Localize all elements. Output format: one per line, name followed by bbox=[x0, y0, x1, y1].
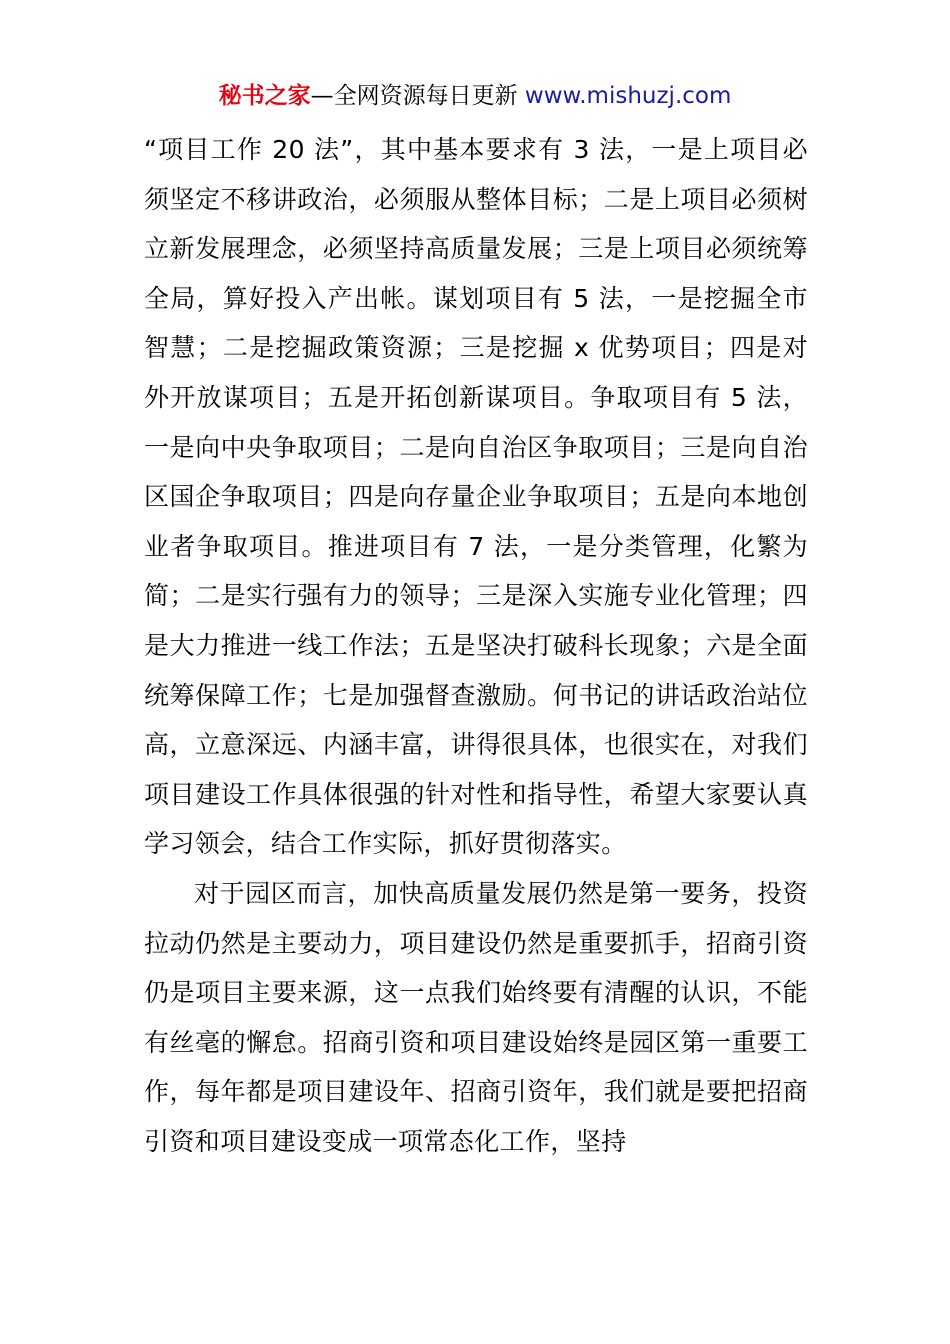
brand-name: 秘书之家 bbox=[218, 83, 311, 109]
document-body bbox=[144, 125, 808, 1166]
paragraph-2: 对于园区而言，加快高质量发展仍然是第一要务，投资拉动仍然是主要动力，项目建设仍然是重要抓手，招商引资仍是项目主要来源，这一点我们始终要有清醒的认识，不能有丝毫的懈怠。招商引资和项目建设始终是园区第一重要工作，每年都是项目建设年、招商引资年，我们就是要把招商引资和项目建设变成一项常态化工作，坚持 bbox=[144, 878, 808, 1156]
page-header bbox=[0, 80, 950, 112]
header-tagline: —全网资源每日更新 bbox=[310, 83, 525, 109]
paragraph-1: “项目工作 20 法”，其中基本要求有 3 法，一是上项目必须坚定不移讲政治，必须服从整体目标；二是上项目必须树立新发展理念，必须坚持高质量发展；三是上项目必须统筹全局，算好投入产出帐。谋划项目有 5 法，一是挖掘全市智慧；二是挖掘政策资源；三是挖掘 x 优势项目；四是对外开放谋项目；五是开拓创新谋项目。争取项目有 5 法，一是向中央争取项目；二是向自治区争取项目；三是向自治区国企争取项目；四是向存量企业争取项目；五是向本地创业者争取项目。推进项目有 7 法，一是分类管理，化繁为简；二是实行强有力的领导；三是深入实施专业化管理；四是大力推进一线工作法；五是坚决打破科长现象；六是全面统筹保障工作；七是加强督查激励。何书记的讲话政治站位高，立意深远、内涵丰富，讲得很具体，也很实在，对我们项目建设工作具体很强的针对性和指导性，希望大家要认真学习领会，结合工作实际，抓好贯彻落实。 bbox=[144, 135, 808, 859]
website-link[interactable]: www.mishuzj.com bbox=[524, 83, 732, 109]
